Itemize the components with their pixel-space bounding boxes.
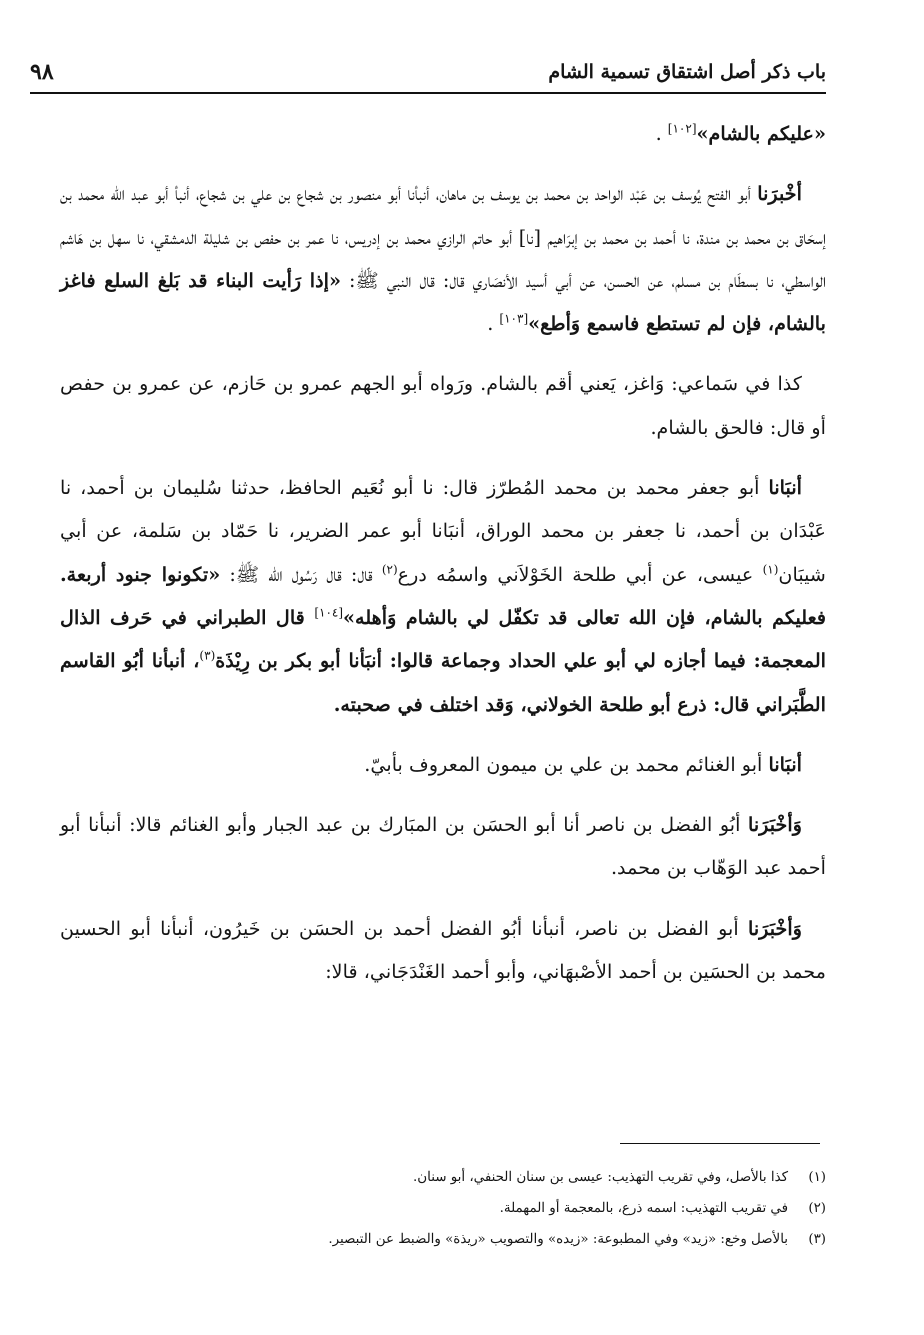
text-run: أنبَانا bbox=[768, 476, 802, 500]
text-run: أبو الفضل بن ناصر، أنبأنا أبُو الفضل أحمد بن الحسَن بن خَيرُون، أنبأنا أبو الحسين محمد بن الحسَين بن أحمد الأصْبهَاني، وأبو أحمد الغَنْدَجَاني، قالا: bbox=[60, 916, 826, 984]
text-run: أخْبرَنا bbox=[757, 182, 802, 206]
text-run: . bbox=[487, 312, 500, 336]
page-header bbox=[30, 52, 826, 94]
paragraph bbox=[60, 907, 826, 994]
footnotes bbox=[60, 1162, 826, 1255]
reference-mark: [١٠٤] bbox=[314, 605, 344, 620]
text-run: أبُو الفضل بن ناصر أنا أبو الحسَن بن المبَارك بن عبد الجبار وأبو الغنائم قالا: أنبأنا أبو أحمد عبد الوَهّاب بن محمد. bbox=[60, 813, 826, 880]
footnote bbox=[60, 1162, 826, 1193]
paragraph bbox=[60, 466, 826, 726]
footnote-text: بالأصل وخع: «زيد» وفي المطبوعة: «زيده» والتصويب «ريذة» والضبط عن التبصير. bbox=[328, 1232, 788, 1247]
text-run: أبو جعفر محمد بن محمد المُطرّز قال: نا أبو نُعَيم الحافظ، حدثنا سُليمان بن أحمد، نا عَبْدَان بن أحمد، نا جعفر بن محمد الوراق، أنبَانا أبو عمر الضرير، نا حَمّاد بن سَلمة، عن أبي شيبَان bbox=[60, 476, 826, 586]
footnote-number: (٢) bbox=[808, 1201, 826, 1216]
paragraph bbox=[60, 112, 826, 155]
main-text bbox=[60, 112, 826, 1010]
text-run: قال الطبراني في حَرف الذال المعجمة: فيما أجازه لي أبو علي الحداد وجماعة قالوا: أنبَأنا أبو بكر بن رِيْذَة bbox=[60, 605, 827, 673]
text-run: ، أنبأنا أبُو القاسم الطَّبَراني قال: ذرع أبو طلحة الخولاني، وَقد اختلف في صحبته. bbox=[60, 649, 826, 716]
footnote-number: (١) bbox=[808, 1170, 826, 1185]
footnote bbox=[60, 1224, 826, 1255]
footnote-divider bbox=[620, 1143, 820, 1144]
text-run: وَأخْبَرَنا bbox=[747, 813, 802, 837]
text-run: «عليكم بالشام» bbox=[696, 122, 826, 145]
footnote-number: (٣) bbox=[808, 1232, 826, 1247]
footnote-text: في تقريب التهذيب: اسمه ذرع، بالمعجمة أو المهملة. bbox=[499, 1201, 788, 1216]
text-run: أبو الفتح يُوسف بن عَبْد الواحد بن محمد بن يوسف بن ماهان، أنبأنا أبو منصور بن شجاع بن علي بن شجاع، أنبأ أبو عبد الله محمد بن إسحَاق بن محمد بن مندة، نا أحمد بن محمد بن إبرَاهيم [نا] أبو حاتم الرازي محمد بن إدريس، نا عمر بن حفص بن شليلة الدمشقي، نا سهل بن هَاشم الواسطي، نا بسطَام بن مسلم، عن الحسن، عن أبي أسيد الأنصَاري قال: قال النبي ﷺ: bbox=[60, 182, 827, 292]
reference-mark: [١٠٢] bbox=[667, 121, 697, 136]
footnote-text: كذا بالأصل، وفي تقريب التهذيب: عيسى بن سنان الحنفي، أبو سنان. bbox=[413, 1170, 788, 1185]
paragraph bbox=[60, 743, 826, 786]
text-run: كذا في سَماعي: وَاغز، يَعني أقم بالشام. ورَواه أبو الجهم عمرو بن حَازم، عن عمرو بن حفص أو قال: فالحق بالشام. bbox=[60, 372, 826, 439]
text-run: أنبَانا bbox=[768, 752, 802, 776]
page-number: ٩٨ bbox=[30, 59, 54, 85]
reference-mark: (١) bbox=[762, 562, 779, 577]
text-run: وَأخْبَرَنا bbox=[747, 916, 802, 940]
text-run: «تكونوا جنود أربعة. فعليكم بالشام، فإن الله تعالى قد تكفّل لي بالشام وَأهله» bbox=[60, 562, 827, 629]
text-run: قال: قال رَسُول الله ﷺ: bbox=[220, 562, 382, 586]
reference-mark: (٣) bbox=[199, 648, 216, 663]
paragraph bbox=[60, 803, 826, 890]
paragraph bbox=[60, 172, 826, 345]
text-run: . bbox=[655, 122, 668, 145]
text-run: أبو الغنائم محمد بن علي بن ميمون المعروف بأبيّ. bbox=[364, 752, 769, 776]
paragraph bbox=[60, 362, 826, 449]
text-run: «إذا رَأيت البناء قد بَلغ السلع فاغز بالشام، فإن لم تستطع فاسمع وَأطع» bbox=[60, 268, 826, 336]
footnote bbox=[60, 1193, 826, 1224]
reference-mark: [١٠٣] bbox=[499, 311, 529, 326]
text-run: عيسى، عن أبي طلحة الخَوْلاَني واسمُه درع bbox=[397, 562, 763, 586]
reference-mark: (٢) bbox=[381, 562, 398, 577]
running-title: باب ذكر أصل اشتقاق تسمية الشام bbox=[548, 61, 826, 83]
